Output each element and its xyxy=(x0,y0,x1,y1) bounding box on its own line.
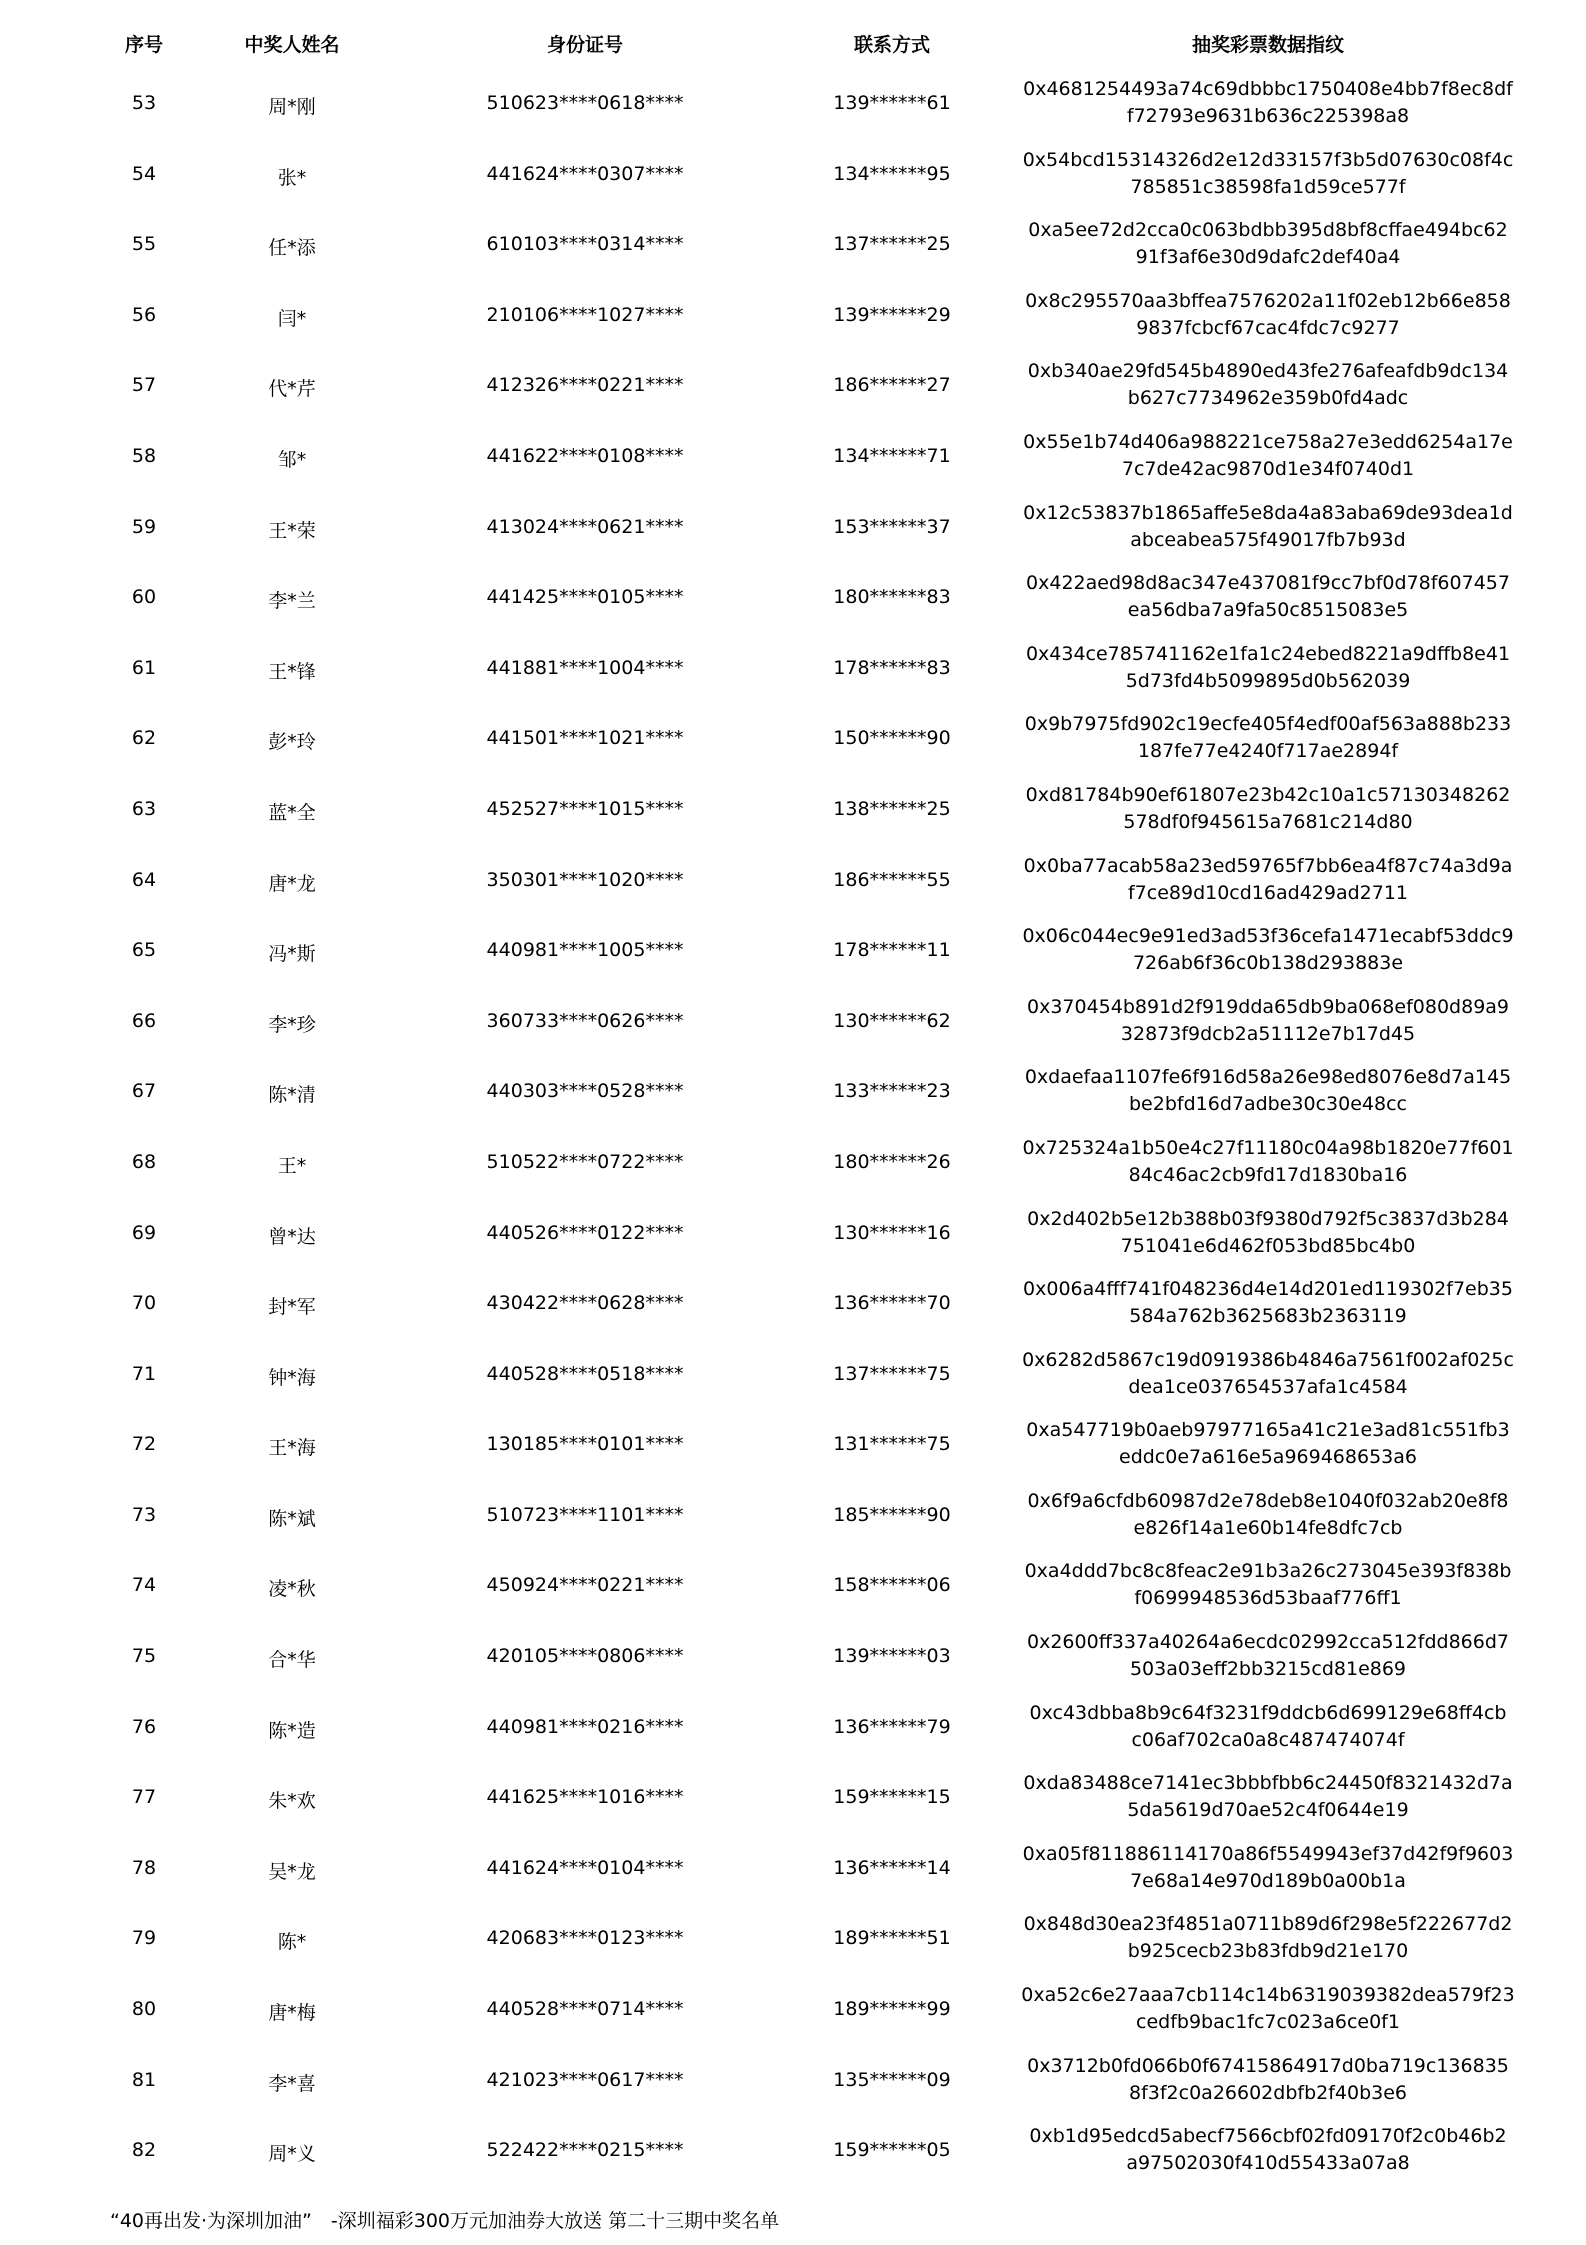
header-phone: 联系方式 xyxy=(853,34,931,56)
cell-id: 420105****0806**** xyxy=(486,1645,684,1668)
hash-line-1: 0xa5ee72d2cca0c063bdbb395d8bf8cffae494bc62 xyxy=(1028,219,1508,242)
cell-id: 441625****1016**** xyxy=(486,1786,684,1809)
hash-line-1: 0x0ba77acab58a23ed59765f7bb6ea4f87c74a3d9a xyxy=(1023,854,1513,877)
hash-line-2: f72793e9631b636c225398a8 xyxy=(1126,105,1410,127)
table-row xyxy=(0,1058,1586,1129)
cell-name: 王* xyxy=(277,1154,307,1177)
table-row xyxy=(0,70,1586,141)
cell-phone: 139******61 xyxy=(833,92,951,114)
hash-line-2: e826f14a1e60b14fe8dfc7cb xyxy=(1133,1516,1403,1539)
cell-id: 430422****0628**** xyxy=(486,1292,684,1315)
hash-line-1: 0xa52c6e27aaa7cb114c14b6319039382dea579f23 xyxy=(1021,1984,1515,2007)
cell-id: 421023****0617**** xyxy=(486,2068,684,2091)
table-row xyxy=(0,1200,1586,1271)
cell-hash xyxy=(1022,1347,1514,1401)
cell-hash xyxy=(1027,994,1509,1048)
hash-line-1: 0xb1d95edcd5abecf7566cbf02fd09170f2c0b46b2 xyxy=(1029,2125,1507,2148)
cell-name: 王*海 xyxy=(268,1437,316,1460)
table-row xyxy=(0,1976,1586,2047)
cell-hash xyxy=(1021,1982,1514,2036)
hash-line-2: 751041e6d462f053bd85bc4b0 xyxy=(1120,1234,1416,1257)
hash-line-2: b627c7734962e359b0fd4adc xyxy=(1127,387,1409,410)
cell-seq: 53 xyxy=(131,92,157,114)
cell-name: 陈*清 xyxy=(268,1084,316,1107)
header-seq: 序号 xyxy=(124,34,164,56)
table-row xyxy=(0,564,1586,635)
table-row xyxy=(0,1482,1586,1553)
cell-id: 440528****0518**** xyxy=(486,1362,684,1385)
cell-name: 周*刚 xyxy=(268,96,316,118)
hash-line-1: 0x6282d5867c19d0919386b4846a7561f002af025c xyxy=(1022,1348,1514,1371)
cell-seq: 54 xyxy=(131,162,157,185)
cell-seq: 70 xyxy=(131,1292,157,1315)
page-footer: “40再出发·为深圳加油” -深圳福彩300万元加油券大放送 第二十三期中奖名单 xyxy=(110,2210,780,2232)
cell-phone: 137******75 xyxy=(833,1362,951,1385)
cell-hash xyxy=(1025,711,1511,765)
hash-line-2: abceabea575f49017fb7b93d xyxy=(1130,528,1406,551)
cell-phone: 136******14 xyxy=(833,1856,951,1879)
cell-phone: 189******51 xyxy=(833,1927,951,1950)
cell-hash xyxy=(1022,1135,1513,1189)
hash-line-2: 578df0f945615a7681c214d80 xyxy=(1123,810,1413,833)
cell-name: 周*义 xyxy=(268,2143,316,2166)
cell-id: 441881****1004**** xyxy=(486,656,684,679)
cell-seq: 60 xyxy=(131,586,157,609)
cell-hash xyxy=(1023,1770,1512,1824)
hash-line-2: c06af702ca0a8c487474074f xyxy=(1131,1728,1405,1751)
cell-hash xyxy=(1026,641,1510,695)
hash-line-1: 0x55e1b74d406a988221ce758a27e3edd6254a17e xyxy=(1023,430,1513,453)
cell-name: 朱*欢 xyxy=(268,1790,316,1813)
cell-name: 李*喜 xyxy=(268,2072,316,2095)
cell-phone: 130******62 xyxy=(833,1009,951,1032)
cell-hash xyxy=(1026,782,1511,836)
table-row xyxy=(0,423,1586,494)
cell-id: 413024****0621**** xyxy=(486,515,684,538)
cell-seq: 71 xyxy=(131,1362,157,1385)
hash-line-1: 0x9b7975fd902c19ecfe405f4edf00af563a888b233 xyxy=(1024,713,1512,736)
table-row xyxy=(0,635,1586,706)
cell-name: 冯*斯 xyxy=(268,943,316,966)
cell-seq: 81 xyxy=(131,2068,157,2091)
cell-hash xyxy=(1022,923,1513,977)
table-row xyxy=(0,494,1586,565)
table-row xyxy=(0,988,1586,1059)
cell-id: 441624****0104**** xyxy=(486,1856,684,1879)
cell-hash xyxy=(1023,500,1513,554)
cell-hash xyxy=(1029,2123,1506,2177)
cell-id: 510723****1101**** xyxy=(486,1503,684,1526)
cell-phone: 139******03 xyxy=(833,1645,951,1668)
cell-name: 王*锋 xyxy=(268,660,316,683)
cell-phone: 130******16 xyxy=(833,1221,951,1244)
hash-line-2: 5da5619d70ae52c4f0644e19 xyxy=(1127,1799,1409,1822)
cell-seq: 65 xyxy=(131,939,157,962)
cell-name: 曾*达 xyxy=(268,1225,316,1248)
hash-line-1: 0x12c53837b1865affe5e8da4a83aba69de93dea1d xyxy=(1023,501,1513,524)
cell-seq: 74 xyxy=(131,1574,157,1597)
hash-line-1: 0x2d402b5e12b388b03f9380d792f5c3837d3b284 xyxy=(1027,1207,1509,1230)
hash-line-1: 0x848d30ea23f4851a0711b89d6f298e5f222677d2 xyxy=(1023,1913,1513,1936)
table-body xyxy=(0,70,1586,2188)
cell-id: 610103****0314**** xyxy=(486,233,684,256)
cell-hash xyxy=(1028,1488,1509,1542)
cell-seq: 75 xyxy=(131,1645,157,1668)
table-row xyxy=(0,705,1586,776)
cell-hash xyxy=(1023,1841,1514,1895)
cell-seq: 80 xyxy=(131,1998,157,2021)
cell-id: 412326****0221**** xyxy=(486,374,684,397)
cell-id: 452527****1015**** xyxy=(486,797,684,820)
cell-seq: 69 xyxy=(131,1221,157,1244)
cell-seq: 73 xyxy=(131,1503,157,1526)
cell-phone: 134******95 xyxy=(833,162,951,185)
cell-phone: 186******55 xyxy=(833,868,951,891)
hash-line-2: 32873f9dcb2a51112e7b17d45 xyxy=(1120,1022,1416,1045)
cell-name: 封*军 xyxy=(268,1296,316,1319)
cell-phone: 180******83 xyxy=(833,586,951,609)
table-row xyxy=(0,211,1586,282)
cell-phone: 153******37 xyxy=(833,515,951,538)
cell-seq: 76 xyxy=(131,1715,157,1738)
table-row xyxy=(0,141,1586,212)
cell-id: 450924****0221**** xyxy=(486,1574,684,1597)
table-row xyxy=(0,1270,1586,1341)
cell-seq: 78 xyxy=(131,1856,157,1879)
table-row xyxy=(0,1623,1586,1694)
hash-line-2: ea56dba7a9fa50c8515083e5 xyxy=(1127,599,1409,622)
cell-phone: 135******09 xyxy=(833,2068,951,2091)
hash-line-2: 7e68a14e970d189b0a00b1a xyxy=(1130,1869,1406,1892)
cell-id: 441425****0105**** xyxy=(486,586,684,609)
table-row xyxy=(0,1552,1586,1623)
table-row xyxy=(0,352,1586,423)
hash-line-1: 0x54bcd15314326d2e12d33157f3b5d07630c08f4c xyxy=(1022,148,1514,171)
cell-name: 陈*造 xyxy=(268,1719,316,1742)
table-row xyxy=(0,2117,1586,2188)
cell-seq: 82 xyxy=(131,2139,157,2162)
cell-hash xyxy=(1023,76,1513,130)
cell-phone: 185******90 xyxy=(833,1503,951,1526)
hash-line-1: 0xa547719b0aeb97977165a41c21e3ad81c551fb3 xyxy=(1026,1419,1510,1442)
cell-name: 合*华 xyxy=(268,1649,316,1672)
cell-seq: 55 xyxy=(131,233,157,256)
hash-line-2: 9837fcbcf67cac4fdc7c9277 xyxy=(1136,316,1400,339)
hash-line-2: 91f3af6e30d9dafc2def40a4 xyxy=(1135,246,1401,269)
hash-line-1: 0xa4ddd7bc8c8feac2e91b3a26c273045e393f838b xyxy=(1024,1560,1512,1583)
table-row xyxy=(0,1341,1586,1412)
cell-id: 441501****1021**** xyxy=(486,727,684,750)
table-header xyxy=(0,30,1586,64)
table-row xyxy=(0,1694,1586,1765)
hash-line-1: 0x4681254493a74c69dbbbc1750408e4bb7f8ec8df xyxy=(1023,78,1513,100)
hash-line-2: 7c7de42ac9870d1e34f0740d1 xyxy=(1121,457,1415,480)
cell-id: 420683****0123**** xyxy=(486,1927,684,1950)
cell-hash xyxy=(1023,429,1513,483)
table-row xyxy=(0,917,1586,988)
cell-hash xyxy=(1028,217,1507,271)
cell-phone: 136******79 xyxy=(833,1715,951,1738)
cell-id: 130185****0101**** xyxy=(486,1433,684,1456)
hash-line-2: be2bfd16d7adbe30c30e48cc xyxy=(1129,1093,1407,1116)
cell-phone: 158******06 xyxy=(833,1574,951,1597)
hash-line-2: 584a762b3625683b2363119 xyxy=(1129,1305,1407,1328)
cell-phone: 139******29 xyxy=(833,303,951,326)
header-hash: 抽奖彩票数据指纹 xyxy=(1191,34,1345,56)
table-row xyxy=(0,1835,1586,1906)
cell-name: 邹* xyxy=(277,448,307,471)
cell-id: 440303****0528**** xyxy=(486,1080,684,1103)
hash-line-1: 0x06c044ec9e91ed3ad53f36cefa1471ecabf53ddc9 xyxy=(1022,925,1514,948)
cell-hash xyxy=(1030,1700,1507,1754)
cell-seq: 58 xyxy=(131,444,157,467)
cell-phone: 136******70 xyxy=(833,1292,951,1315)
cell-hash xyxy=(1024,1911,1513,1965)
cell-id: 350301****1020**** xyxy=(486,868,684,891)
cell-seq: 79 xyxy=(131,1927,157,1950)
table-row xyxy=(0,1764,1586,1835)
cell-phone: 159******15 xyxy=(833,1786,951,1809)
table-row xyxy=(0,776,1586,847)
hash-line-1: 0x8c295570aa3bffea7576202a11f02eb12b66e858 xyxy=(1025,289,1511,312)
cell-id: 440981****0216**** xyxy=(486,1715,684,1738)
hash-line-2: 84c46ac2cb9fd17d1830ba16 xyxy=(1128,1163,1408,1186)
cell-name: 代*芹 xyxy=(268,378,316,401)
table-row xyxy=(0,1905,1586,1976)
cell-phone: 131******75 xyxy=(833,1433,951,1456)
cell-name: 张* xyxy=(277,166,307,189)
table-row xyxy=(0,282,1586,353)
cell-phone: 138******25 xyxy=(833,797,951,820)
hash-line-1: 0xc43dbba8b9c64f3231f9ddcb6d699129e68ff4cb xyxy=(1029,1701,1507,1724)
cell-name: 吴*龙 xyxy=(268,1860,316,1883)
cell-seq: 63 xyxy=(131,797,157,820)
hash-line-2: 726ab6f36c0b138d293883e xyxy=(1132,952,1404,975)
cell-phone: 150******90 xyxy=(833,727,951,750)
cell-phone: 178******11 xyxy=(833,939,951,962)
cell-name: 唐*梅 xyxy=(268,2002,316,2025)
cell-seq: 62 xyxy=(131,727,157,750)
cell-seq: 66 xyxy=(131,1009,157,1032)
hash-line-1: 0xdaefaa1107fe6f916d58a26e98ed8076e8d7a145 xyxy=(1024,1066,1512,1089)
hash-line-2: 5d73fd4b5099895d0b562039 xyxy=(1125,669,1411,692)
cell-hash xyxy=(1025,1558,1512,1612)
header-name: 中奖人姓名 xyxy=(244,34,340,56)
cell-hash xyxy=(1025,1064,1511,1118)
hash-line-2: b925cecb23b83fdb9d21e170 xyxy=(1127,1940,1409,1963)
cell-seq: 64 xyxy=(131,868,157,891)
cell-name: 蓝*全 xyxy=(268,801,316,824)
hash-line-2: 8f3f2c0a26602dbfb2f40b3e6 xyxy=(1128,2081,1408,2104)
hash-line-1: 0xd81784b90ef61807e23b42c10a1c57130348262 xyxy=(1025,783,1511,806)
cell-hash xyxy=(1024,853,1513,907)
cell-phone: 178******83 xyxy=(833,656,951,679)
hash-line-1: 0x725324a1b50e4c27f11180c04a98b1820e77f601 xyxy=(1022,1136,1514,1159)
cell-phone: 189******99 xyxy=(833,1998,951,2021)
hash-line-1: 0x6f9a6cfdb60987d2e78deb8e1040f032ab20e8f8 xyxy=(1027,1489,1509,1512)
cell-name: 任*添 xyxy=(268,237,316,260)
cell-name: 陈*斌 xyxy=(268,1507,316,1530)
cell-phone: 137******25 xyxy=(833,233,951,256)
hash-line-1: 0x3712b0fd066b0f67415864917d0ba719c136835 xyxy=(1027,2054,1509,2077)
hash-line-2: a97502030f410d55433a07a8 xyxy=(1126,2152,1410,2175)
table-row xyxy=(0,847,1586,918)
cell-phone: 186******27 xyxy=(833,374,951,397)
cell-hash xyxy=(1023,147,1514,201)
hash-line-1: 0xa05f811886114170a86f5549943ef37d42f9f9603 xyxy=(1022,1842,1514,1865)
cell-id: 522422****0215**** xyxy=(486,2139,684,2162)
cell-name: 凌*秋 xyxy=(268,1578,316,1601)
hash-line-1: 0x434ce785741162e1fa1c24ebed8221a9dffb8e41 xyxy=(1025,642,1511,665)
cell-name: 唐*龙 xyxy=(268,872,316,895)
hash-line-2: 187fe77e4240f717ae2894f xyxy=(1137,740,1399,763)
cell-id: 440526****0122**** xyxy=(486,1221,684,1244)
cell-hash xyxy=(1027,1206,1509,1260)
cell-hash xyxy=(1026,1417,1509,1471)
hash-line-2: f0699948536d53baaf776ff1 xyxy=(1134,1587,1402,1610)
cell-id: 360733****0626**** xyxy=(486,1009,684,1032)
cell-name: 钟*海 xyxy=(268,1366,316,1389)
cell-name: 李*珍 xyxy=(268,1013,316,1036)
cell-seq: 61 xyxy=(131,656,157,679)
cell-id: 210106****1027**** xyxy=(486,303,684,326)
cell-seq: 56 xyxy=(131,303,157,326)
cell-hash xyxy=(1027,1629,1509,1683)
cell-hash xyxy=(1026,570,1510,624)
cell-phone: 180******26 xyxy=(833,1150,951,1173)
cell-id: 510623****0618**** xyxy=(486,92,684,114)
hash-line-2: 785851c38598fa1d59ce577f xyxy=(1130,175,1406,198)
cell-phone: 134******71 xyxy=(833,444,951,467)
cell-name: 王*荣 xyxy=(268,519,316,542)
cell-seq: 67 xyxy=(131,1080,157,1103)
hash-line-2: f7ce89d10cd16ad429ad2711 xyxy=(1127,881,1409,904)
header-id: 身份证号 xyxy=(546,34,624,56)
hash-line-2: eddc0e7a616e5a969468653a6 xyxy=(1119,1446,1417,1469)
hash-line-1: 0xda83488ce7141ec3bbbfbb6c24450f8321432d7a xyxy=(1023,1772,1513,1795)
cell-name: 陈* xyxy=(277,1931,307,1954)
hash-line-1: 0x370454b891d2f919dda65db9ba068ef080d89a9 xyxy=(1026,995,1510,1018)
cell-phone: 159******05 xyxy=(833,2139,951,2162)
hash-line-2: 503a03eff2bb3215cd81e869 xyxy=(1129,1658,1407,1681)
cell-seq: 77 xyxy=(131,1786,157,1809)
hash-line-2: dea1ce037654537afa1c4584 xyxy=(1128,1375,1408,1398)
cell-name: 李*兰 xyxy=(268,590,316,613)
hash-line-1: 0x422aed98d8ac347e437081f9cc7bf0d78f607457 xyxy=(1026,572,1510,595)
cell-hash xyxy=(1027,2053,1509,2107)
cell-seq: 72 xyxy=(131,1433,157,1456)
cell-seq: 57 xyxy=(131,374,157,397)
cell-name: 闫* xyxy=(277,307,307,330)
hash-line-1: 0x006a4fff741f048236d4e14d201ed119302f7eb35 xyxy=(1023,1278,1513,1301)
hash-line-2: cedfb9bac1fc7c023a6ce0f1 xyxy=(1136,2011,1400,2034)
cell-name: 彭*玲 xyxy=(268,731,316,754)
cell-seq: 59 xyxy=(131,515,157,538)
cell-id: 440981****1005**** xyxy=(486,939,684,962)
cell-hash xyxy=(1025,288,1511,342)
hash-line-1: 0x2600ff337a40264a6ecdc02992cca512fdd866d7 xyxy=(1027,1631,1509,1654)
cell-seq: 68 xyxy=(131,1150,157,1173)
table-row xyxy=(0,2047,1586,2118)
table-row xyxy=(0,1411,1586,1482)
cell-id: 441624****0307**** xyxy=(486,162,684,185)
cell-id: 441622****0108**** xyxy=(486,444,684,467)
cell-id: 510522****0722**** xyxy=(486,1150,684,1173)
cell-id: 440528****0714**** xyxy=(486,1998,684,2021)
cell-phone: 133******23 xyxy=(833,1080,951,1103)
cell-hash xyxy=(1028,358,1509,412)
table-row xyxy=(0,1129,1586,1200)
cell-hash xyxy=(1023,1276,1513,1330)
hash-line-1: 0xb340ae29fd545b4890ed43fe276afeafdb9dc134 xyxy=(1027,360,1509,383)
